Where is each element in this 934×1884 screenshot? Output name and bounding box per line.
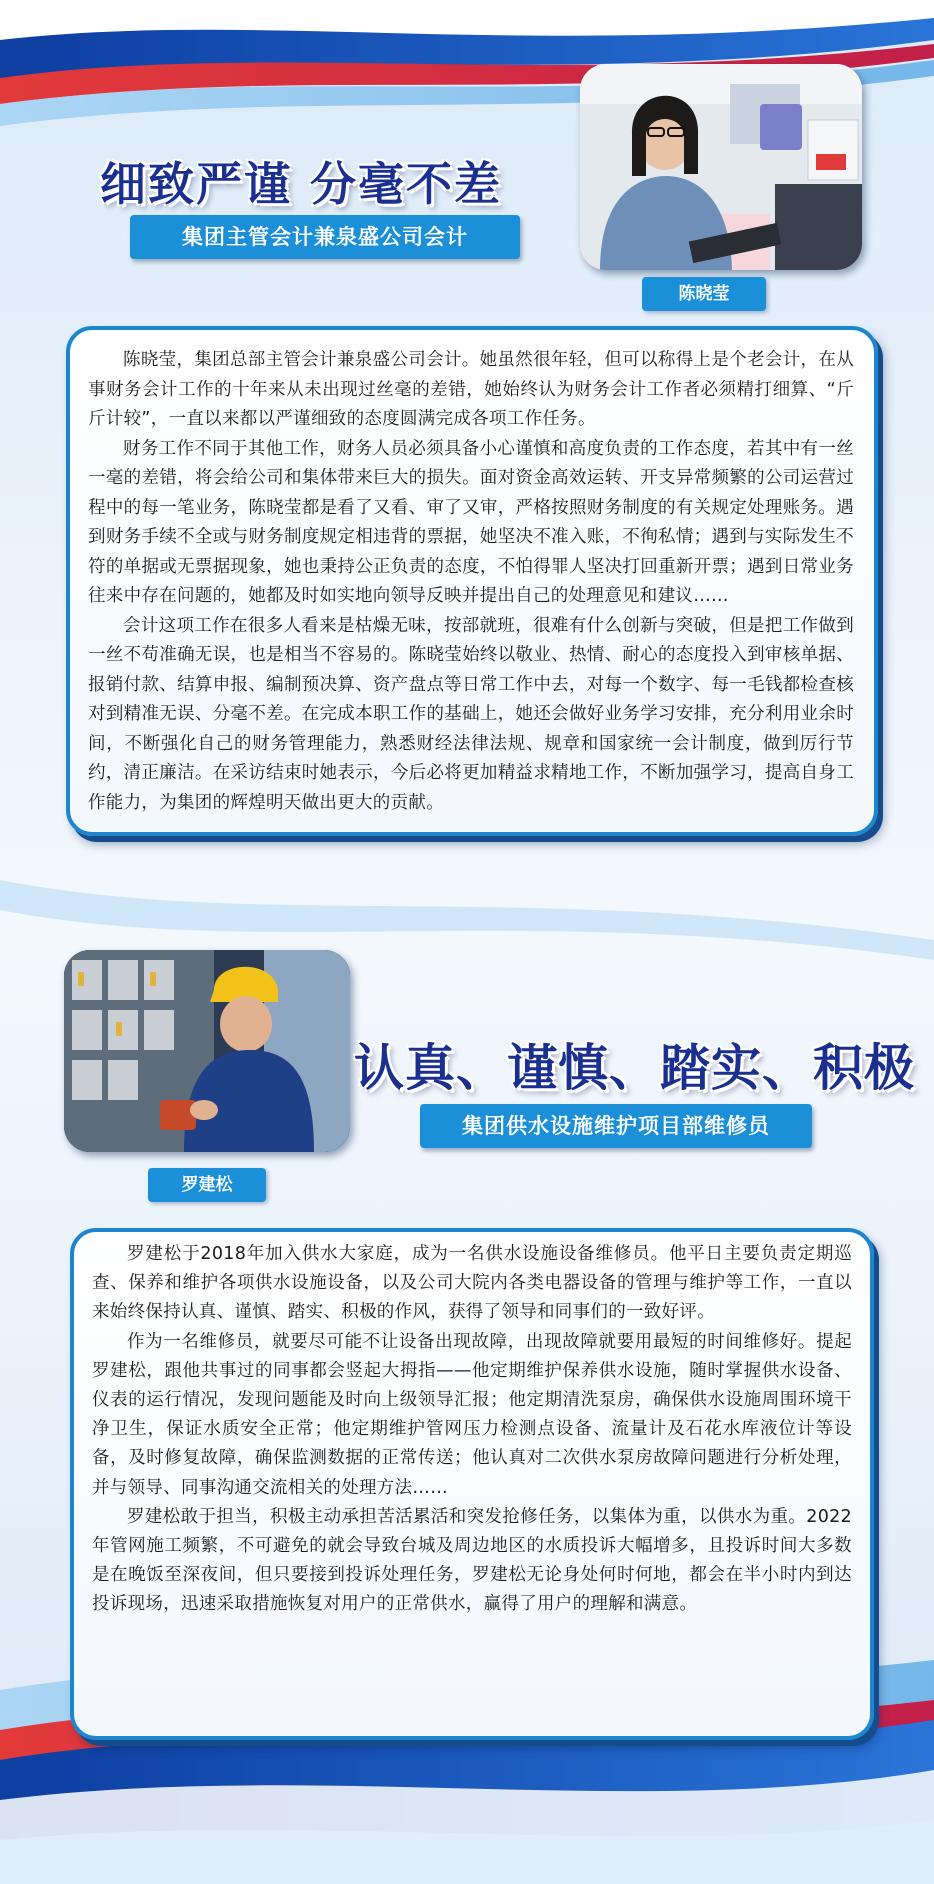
section1-name-tag: 陈晓莹 xyxy=(642,277,766,311)
section2-paragraph: 作为一名维修员，就要尽可能不让设备出现故障，出现故障就要用最短的时间维修好。提起罗建松，跟他共事过的同事都会竖起大拇指——他定期维护保养供水设施，随时掌握供水设备、仪表的运行情况，发现问题能及时向上级领导汇报；他定期清洗泵房，确保供水设施周围环境干净卫生，保证水质安全正常；他定期维护管网压力检测点设备、流量计及石花水库液位计等设备，及时修复故障，确保监测数据的正常传送；他认真对二次供水泵房故障问题进行分析处理，并与领导、同事沟通交流相关的处理方法…… xyxy=(92,1331,852,1498)
section1-text-card xyxy=(66,326,878,836)
section1-title: 细致严谨 分毫不差 xyxy=(100,157,503,211)
section1-subtitle: 集团主管会计兼泉盛公司会计 xyxy=(130,215,520,259)
section1-paragraph: 陈晓莹，集团总部主管会计兼泉盛公司会计。她虽然很年轻，但可以称得上是个老会计，在从事财务会计工作的十年来从未出现过丝毫的差错，她始终认为财务会计工作者必须精打细算、“斤斤计较”，一直以来都以严谨细致的态度圆满完成各项工作任务。 xyxy=(88,350,854,429)
section2-subtitle: 集团供水设施维护项目部维修员 xyxy=(420,1104,812,1148)
section2-paragraph: 罗建松于2018年加入供水大家庭，成为一名供水设施设备维修员。他平日主要负责定期巡查、保养和维护各项供水设施设备，以及公司大院内各类电器设备的管理与维护等工作，一直以来始终保持认真、谨慎、踏实、积极的作风，获得了领导和同事们的一致好评。 xyxy=(92,1244,852,1323)
portrait-photo-chen xyxy=(580,64,862,270)
section2-title: 认真、谨慎、踏实、积极 xyxy=(354,1039,915,1097)
section1-paragraph: 会计这项工作在很多人看来是枯燥无味，按部就班，很难有什么创新与突破，但是把工作做到一丝不苟准确无误，也是相当不容易的。陈晓莹始终以敬业、热情、耐心的态度投入到审核单据、报销付款、结算申报、编制预决算、资产盘点等日常工作中去，对每一个数字、每一毛钱都检查核对到精准无误、分毫不差。在完成本职工作的基础上，她还会做好业务学习安排，充分利用业余时间，不断强化自己的财务管理能力，熟悉财经法律法规、规章和国家统一会计制度，做到厉行节约，清正廉洁。在采访结束时她表示，今后必将更加精益求精地工作，不断加强学习，提高自身工作能力，为集团的辉煌明天做出更大的贡献。 xyxy=(88,615,854,813)
portrait-photo-luo xyxy=(64,950,350,1152)
section2-name-tag: 罗建松 xyxy=(148,1168,266,1202)
section2-paragraph: 罗建松敢于担当，积极主动承担苦活累活和突发抢修任务，以集体为重，以供水为重。2022年管网施工频繁，不可避免的就会导致台城及周边地区的水质投诉大幅增多，且投诉时间大多数是在晚饭至深夜间，但只要接到投诉处理任务，罗建松无论身处何时何地，都会在半小时内到达投诉现场，迅速采取措施恢复对用户的正常供水，赢得了用户的理解和满意。 xyxy=(92,1506,852,1615)
section2-text-card xyxy=(70,1228,874,1740)
section1-paragraph: 财务工作不同于其他工作，财务人员必须具备小心谨慎和高度负责的工作态度，若其中有一丝一毫的差错，将会给公司和集体带来巨大的损失。面对资金高效运转、开支异常频繁的公司运营过程中的每一笔业务，陈晓莹都是看了又看、审了又审，严格按照财务制度的有关规定处理账务。遇到财务手续不全或与财务制度规定相违背的票据，她坚决不准入账，不徇私情；遇到与实际发生不符的单据或无票据现象，她也秉持公正负责的态度，不怕得罪人坚决打回重新开票；遇到日常业务往来中存在问题的，她都及时如实地向领导反映并提出自己的处理意见和建议…… xyxy=(88,438,854,606)
